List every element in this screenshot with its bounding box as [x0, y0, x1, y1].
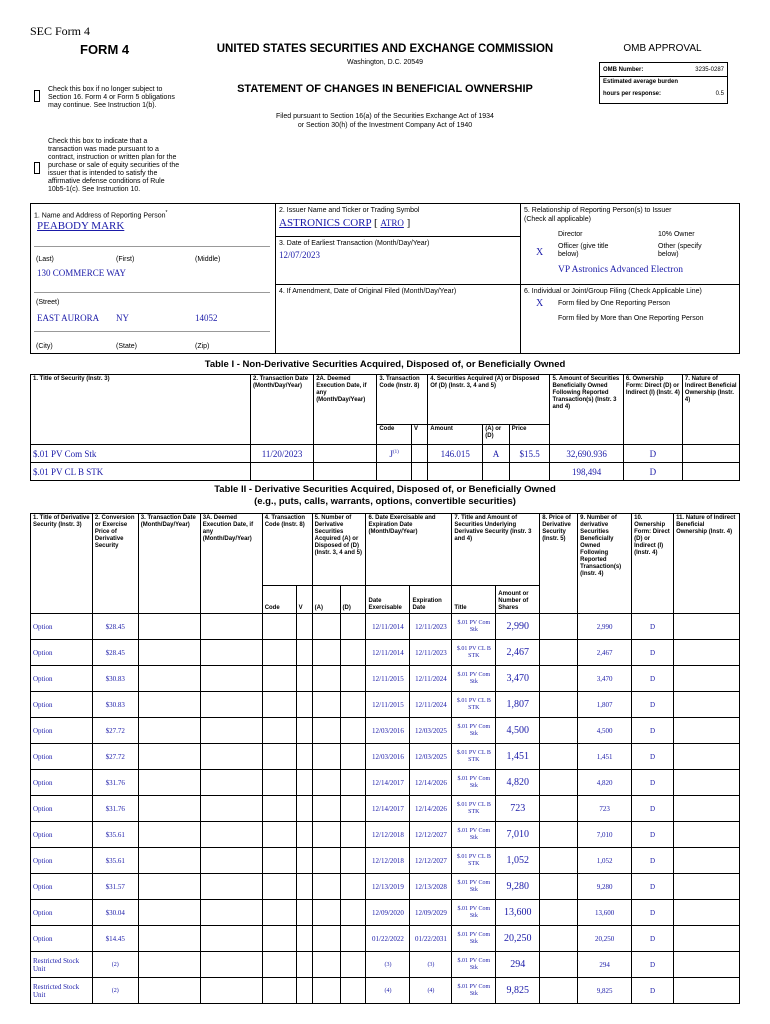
t2-h-price: 2. Conversion or Exercise Price of Derivative Security [92, 514, 138, 614]
table-row: Option $35.61 12/12/2018 12/12/2027 $.01 PV Com Stk 7,010 7,010 D [31, 822, 740, 848]
table-row: $.01 PV Com Stk 11/20/2023 $J^{(1)}$ 146.015 A $15.5 32,690.936 D [31, 445, 740, 463]
officer-label: Officer (give title below) [558, 243, 609, 258]
box6-label: 6. Individual or Joint/Group Filing (Check Applicable Line) [524, 288, 702, 295]
box4-label: 4. If Amendment, Date of Original Filed (Month/Day/Year) [279, 288, 457, 295]
box5-label: 5. Relationship of Reporting Person(s) to Issuer [524, 207, 672, 214]
owner10-label: 10% Owner [658, 231, 695, 238]
state-label: (State) [116, 343, 138, 350]
t2-h-exercisable: 6. Date Exercisable and Expiration Date (Month/Day/Year) [366, 514, 452, 586]
city-value: EAST AURORA [37, 313, 100, 323]
section16-text: Check this box if no longer subject to Section 16. Form 4 or Form 5 obligations may continue. See Instruction 1(b). [48, 86, 175, 109]
reporter-name: PEABODY MARK [37, 220, 125, 232]
table-row: $.01 PV CL B STK 198,494 D [31, 463, 740, 481]
table-row: Option $31.57 12/13/2019 12/13/2028 $.01 PV Com Stk 9,280 9,280 D [31, 874, 740, 900]
omb-burden-label: Estimated average burden [603, 79, 679, 85]
street-label: (Street) [36, 299, 60, 306]
filed-pursuant-1: Filed pursuant to Section 16(a) of the Securities Exchange Act of 1934 [276, 113, 494, 120]
t1-h-title: 1. Title of Security (Instr. 3) [31, 375, 251, 445]
t2-h-nature: 11. Nature of Indirect Beneficial Ownership (Instr. 4) [674, 514, 740, 614]
t2-h-number: 5. Number of Derivative Securities Acquired (A) or Disposed of (D) (Instr. 3, 4 and 5) [312, 514, 366, 586]
last-label: (Last) [36, 256, 54, 263]
filed-pursuant-2: or Section 30(h) of the Investment Company Act of 1940 [297, 122, 473, 129]
omb-number-label: OMB Number: [603, 67, 644, 73]
t1-h-acquired: 4. Securities Acquired (A) or Disposed Of (D) (Instr. 3, 4 and 5) [428, 375, 550, 425]
t1-h-form: 6. Ownership Form: Direct (D) or Indirect (I) (Instr. 4) [623, 375, 682, 445]
zip-label: (Zip) [195, 343, 210, 350]
earliest-transaction-date: 12/07/2023 [279, 250, 321, 260]
table-row: Option $27.72 12/03/2016 12/03/2025 $.01 PV CL B STK 1,451 1,451 D [31, 744, 740, 770]
statement-title: STATEMENT OF CHANGES IN BENEFICIAL OWNERSHIP [237, 83, 533, 95]
t2-h-owned: 9. Number of derivative Securities Beneficially Owned Following Reported Transaction(s) (Instr. 4) [578, 514, 632, 614]
t2-h-title: 1. Title of Derivative Security (Instr. 3) [31, 514, 93, 614]
filed-one-label: Form filed by One Reporting Person [558, 300, 671, 307]
filing-mark: X [536, 298, 544, 309]
omb-approval-title: OMB APPROVAL [623, 43, 702, 54]
city-label: (City) [36, 343, 53, 350]
table-row: Option $27.72 12/03/2016 12/03/2025 $.01 PV Com Stk 4,500 4,500 D [31, 718, 740, 744]
omb-box [599, 62, 728, 104]
table-row: Option $30.83 12/11/2015 12/11/2024 $.01 PV CL B STK 1,807 1,807 D [31, 692, 740, 718]
omb-hours: 0.5 [715, 91, 724, 97]
table-row: Option $31.76 12/14/2017 12/14/2026 $.01 PV Com Stk 4,820 4,820 D [31, 770, 740, 796]
section16-checkbox[interactable] [34, 90, 40, 102]
table-row: Option $31.76 12/14/2017 12/14/2026 $.01 PV CL B STK 723 723 D [31, 796, 740, 822]
t1-h-owned: 5. Amount of Securities Beneficially Owned Following Reported Transaction(s) (Instr. 3 and 4) [550, 375, 623, 445]
issuer-line: ASTRONICS CORP [ ATRO ] [279, 217, 411, 229]
t2-h-deemed: 3A. Deemed Execution Date, if any (Month/Day/Year) [200, 514, 262, 614]
commission-title: UNITED STATES SECURITIES AND EXCHANGE COMMISSION [216, 43, 554, 55]
table-row: Option $28.45 12/11/2014 12/11/2023 $.01 PV CL B STK 2,467 2,467 D [31, 640, 740, 666]
t2-h-code: 4. Transaction Code (Instr. 8) [262, 514, 312, 586]
t1-h-code: 3. Transaction Code (Instr. 8) [377, 375, 428, 425]
table-row: Option $28.45 12/11/2014 12/11/2023 $.01 PV Com Stk 2,990 2,990 D [31, 614, 740, 640]
table-row: Option $14.45 01/22/2022 01/22/2031 $.01 PV Com Stk 20,250 20,250 D [31, 926, 740, 952]
t1-h-deemed: 2A. Deemed Execution Date, if any (Month/Day/Year) [314, 375, 377, 445]
t1-h-date: 2. Transaction Date (Month/Day/Year) [251, 375, 314, 445]
table-row: Option $30.83 12/11/2015 12/11/2024 $.01 PV Com Stk 3,470 3,470 D [31, 666, 740, 692]
box1-label: 1. Name and Address of Reporting Person* [34, 210, 168, 220]
first-label: (First) [116, 256, 135, 263]
ticker: ATRO [380, 218, 404, 228]
table2: 1. Title of Derivative Security (Instr. 3) 2. Conversion or Exercise Price of Derivative Security 3. Transaction Date (Month/Day/Year) 3A. Deemed Execution Date, if any (Month/Day/Year) 4. Transaction Code (Instr. 8) 5. Number of Derivative Securities Acquired (A) or Disposed of (D) (Instr. 3, 4 and 5) 6. Date Exercisable and Expiration Date (Month/Day/Year) 7. Title and Amount of Securities Underlying Derivative Security (Instr. 3 and 4) 8. Price of Derivative Security (Instr. 5) 9. Number of derivative Securities Beneficially Owned Following Reported Transaction(s) (Instr. 4) 10. Ownership Form: Direct (D) or Indirect (I) (Instr. 4) 11. Nature of Indirect Beneficial Ownership (Instr. 4) Code V (A) (D) Date Exercisable Expiration Date Title Amount or Number of Shares Option $28.45 12/11/2014 12/11/2023 $.01 PV Com Stk 2,990 2,990 D Option $28.45 12/11/2014 12/11/2023 $.01 PV CL B STK 2,467 2,467 D Option $30.83 12/11/2015 12/11/2024 $.01 PV Com Stk 3,470 3,470 D Option $30.83 12/11/2015 12/11/2024 $.01 PV CL B STK 1,807 1,807 D Option $27.72 12/03/2016 12/03/2025 $.01 PV Com Stk 4,500 4,500 D Option $27.72 12/03/2016 12/03/2025 $.01 PV CL B STK 1,451 1,451 D Option $31.76 12/14/2017 12/14/2026 $.01 PV Com Stk 4,820 4,820 D Option $31.76 12/14/2017 12/14/2026 $.01 PV CL B STK 723 723 D Option $35.61 12/12/2018 12/12/2027 $.01 PV Com Stk 7,010 7,010 D Option $35.61 12/12/2018 12/12/2027 $.01 PV CL B STK 1,052 1,052 D Option $31.57 12/13/2019 12/13/2028 $.01 PV Com Stk 9,280 9,280 D Option $30.04 12/09/2020 12/09/2029 $.01 PV Com Stk 13,600 13,600 D Option $14.45 01/22/2022 01/22/2031 $.01 PV Com Stk 20,250 20,250 D Restricted Stock Unit (2) (3) (3) $.01 PV Com Stk 294 294 D Restricted Stock Unit (2) (4) (4) $.01 PV Com Stk 9,825 9,825 D [30, 513, 740, 1004]
omb-number: 3235-0287 [695, 67, 724, 73]
middle-label: (Middle) [195, 256, 221, 263]
t1-h-nature: 7. Nature of Indirect Beneficial Ownership (Instr. 4) [682, 375, 739, 445]
t2-h-deriv-price: 8. Price of Derivative Security (Instr. 5) [540, 514, 578, 614]
table2-title: Table II - Derivative Securities Acquired, Disposed of, or Beneficially Owned [214, 484, 556, 495]
state-value: NY [116, 313, 129, 323]
table-row: Option $35.61 12/12/2018 12/12/2027 $.01 PV CL B STK 1,052 1,052 D [31, 848, 740, 874]
table-row: Restricted Stock Unit (2) (4) (4) $.01 PV Com Stk 9,825 9,825 D [31, 978, 740, 1004]
other-label: Other (specify below) [658, 243, 702, 258]
table-row: Option $30.04 12/09/2020 12/09/2029 $.01 PV Com Stk 13,600 13,600 D [31, 900, 740, 926]
filed-more-label: Form filed by More than One Reporting Person [558, 315, 704, 322]
table2-subtitle: (e.g., puts, calls, warrants, options, convertible securities) [254, 496, 516, 507]
t2-h-form: 10. Ownership Form: Direct (D) or Indirect (I) (Instr. 4) [632, 514, 674, 614]
director-label: Director [558, 231, 583, 238]
issuer-name: ASTRONICS CORP [279, 217, 372, 229]
box2-label: 2. Issuer Name and Ticker or Trading Symbol [279, 207, 420, 214]
sec-form-label: SEC Form 4 [30, 24, 91, 38]
street-value: 130 COMMERCE WAY [37, 268, 127, 278]
officer-mark: X [536, 247, 544, 258]
t2-h-underlying: 7. Title and Amount of Securities Underlying Derivative Security (Instr. 3 and 4) [452, 514, 540, 586]
table1-title: Table I - Non-Derivative Securities Acquired, Disposed of, or Beneficially Owned [204, 359, 566, 370]
officer-title: VP Astronics Advanced Electron [558, 265, 683, 275]
table-row: Restricted Stock Unit (2) (3) (3) $.01 PV Com Stk 294 294 D [31, 952, 740, 978]
box3-label: 3. Date of Earliest Transaction (Month/Day/Year) [279, 240, 430, 247]
table1: 1. Title of Security (Instr. 3) 2. Transaction Date (Month/Day/Year) 2A. Deemed Execution Date, if any (Month/Day/Year) 3. Transaction Code (Instr. 8) 4. Securities Acquired (A) or Disposed Of (D) (Instr. 3, 4 and 5) 5. Amount of Securities Beneficially Owned Following Reported Transaction(s) (Instr. 3 and 4) 6. Ownership Form: Direct (D) or Indirect (I) (Instr. 4) 7. Nature of Indirect Beneficial Ownership (Instr. 4) Code V Amount (A) or (D) Price $.01 PV Com Stk 11/20/2023 $J^{(1)}$ 146.015 A $15.5 32,690.936 D $.01 PV CL B STK 198,494 D [30, 374, 740, 481]
box5-sublabel: (Check all applicable) [524, 216, 591, 223]
rule10b5-text: Check this box to indicate that a transaction was made pursuant to a contract, instruction or written plan for the purchase or sale of equity securities of the issuer that is intended to satisfy the affirmative defense conditions of Rule 10b5-1(c). See Instruction 10. [48, 138, 180, 193]
t2-h-date: 3. Transaction Date (Month/Day/Year) [138, 514, 200, 614]
commission-location: Washington, D.C. 20549 [346, 59, 423, 66]
zip-value: 14052 [195, 313, 218, 323]
rule10b5-checkbox[interactable] [34, 162, 40, 174]
omb-hours-label: hours per response: [603, 91, 662, 97]
form-title: FORM 4 [80, 42, 130, 57]
